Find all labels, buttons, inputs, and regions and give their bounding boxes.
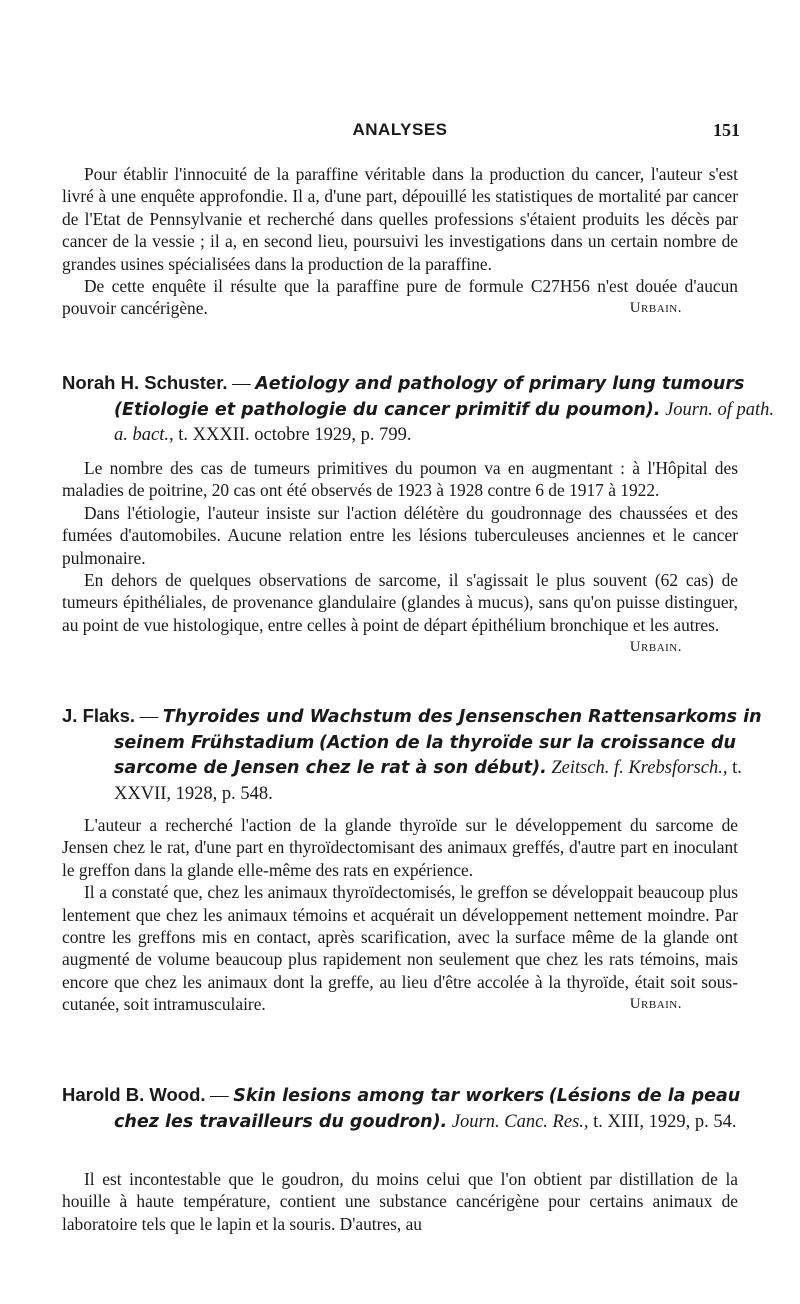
intro-section xyxy=(62,163,738,320)
page-number: 151 xyxy=(713,120,740,140)
paragraph: Il est incontestable que le goudron, du moins celui que l'on obtient par distillation de la houille à haute température, contient une substance cancérigène pour certains animaux de laboratoire tels que le lapin et la souris. D'autres, au xyxy=(62,1169,738,1234)
entry-body xyxy=(62,1168,738,1235)
signature: Urbain. xyxy=(629,300,682,317)
journal-reference: t. XXXII. octobre 1929, p. 799. xyxy=(173,425,412,445)
entry-heading xyxy=(62,370,790,449)
article-title: Aetiology and pathology of primary lung tumours xyxy=(255,374,745,394)
journal-name: Journ. Canc. Res., xyxy=(451,1111,589,1132)
entry-body xyxy=(62,457,738,659)
article-title: Skin lesions among tar workers xyxy=(233,1086,545,1106)
entry-heading xyxy=(62,703,790,807)
dash: — xyxy=(227,374,256,394)
dash: — xyxy=(135,707,163,727)
article-title-translation: (Etiologie et pathologie du cancer primitif du poumon). xyxy=(114,399,661,420)
dash: — xyxy=(205,1086,234,1106)
entry-body xyxy=(62,814,738,1016)
entry-heading xyxy=(62,1082,790,1135)
paragraph-text: De cette enquête il résulte que la paraffine pure de formule C27H56 n'est douée d'aucun pouvoir cancérigène. xyxy=(62,276,738,319)
running-title: ANALYSES xyxy=(352,120,448,139)
paragraph: Dans l'étiologie, l'auteur insiste sur l'action délétère du goudronnage des chaussées et des fumées d'automobiles. Aucune relation entre les lésions tuberculeuses anciennes et le cancer pulmonaire. xyxy=(62,502,738,568)
signature: Urbain. xyxy=(629,996,682,1013)
author-name: Norah H. Schuster. xyxy=(62,372,228,393)
journal-reference: t. XXVII, 1928, p. 548. xyxy=(114,758,742,804)
journal-name: Journ. of path. a. bact., xyxy=(114,399,775,445)
journal-name: Zeitsch. f. Krebsforsch., xyxy=(551,758,728,778)
page-header xyxy=(60,120,740,148)
paragraph-text: En dehors de quelques observations de sarcome, il s'agissait le plus souvent (62 cas) de tumeurs épithéliales, de provenance glandulaire (glandes à mucus), sans qu'on puisse distinguer, au point de vue histologique, entre celles à point de départ épithélium bronchique et les autres. xyxy=(62,570,738,635)
author-name: J. Flaks. xyxy=(62,705,136,726)
paragraph: L'auteur a recherché l'action de la glande thyroïde sur le développement du sarcome de Jensen chez le rat, d'une part en thyroïdectomisant des animaux greffés, d'autre part en inoculant le greffon dans la glande elle-même des rats en expérience. xyxy=(62,815,738,880)
journal-reference: t. XIII, 1929, p. 54. xyxy=(588,1111,737,1132)
paragraph xyxy=(62,881,738,1015)
author-name: Harold B. Wood. xyxy=(62,1084,206,1105)
article-title-translation: (Action de la thyroïde sur la croissance du sarcome de Jensen chez le rat à son début). xyxy=(114,732,736,778)
paragraph: Pour établir l'innocuité de la paraffine véritable dans la production du cancer, l'auteur s'est livré à une enquête approfondie. Il a, d'une part, dépouillé les statistiques de mortalité par cancer de l'Etat de Pennsylvanie et recherché dans quelles professions s'étaient produits les décès par cancer de la vessie ; il a, en second lieu, poursuivi les investigations dans un certain nombre de grandes usines spécialisées dans la production de la paraffine. xyxy=(62,164,738,274)
paragraph: Le nombre des cas de tumeurs primitives du poumon va en augmentant : à l'Hôpital des maladies de poitrine, 20 cas ont été observés de 1923 à 1928 contre 6 de 1917 à 1922. xyxy=(62,458,738,501)
article-title: Thyroides und Wachstum des Jensenschen Rattensarkoms in seinem Frühstadium xyxy=(114,707,762,753)
paragraph xyxy=(62,275,738,320)
signature: Urbain. xyxy=(629,639,682,656)
article-title-translation: (Lésions de la peau chez les travailleurs du goudron). xyxy=(114,1086,741,1132)
paragraph-text: Il a constaté que, chez les animaux thyroïdectomisés, le greffon se développait beaucoup plus lentement que chez les animaux témoins et acquérait un développement nettement moindre. Par contre les greffons mis en contact, après scarification, avec la surface même de la glande ont augmenté de volume beaucoup plus rapidement non seulement que chez les rats témoins, mais encore que chez les animaux dont la greffe, au lieu d'être accolée à la thyroïde, était soit sous-cutanée, soit intramusculaire. xyxy=(62,882,738,1015)
paragraph xyxy=(62,569,738,656)
